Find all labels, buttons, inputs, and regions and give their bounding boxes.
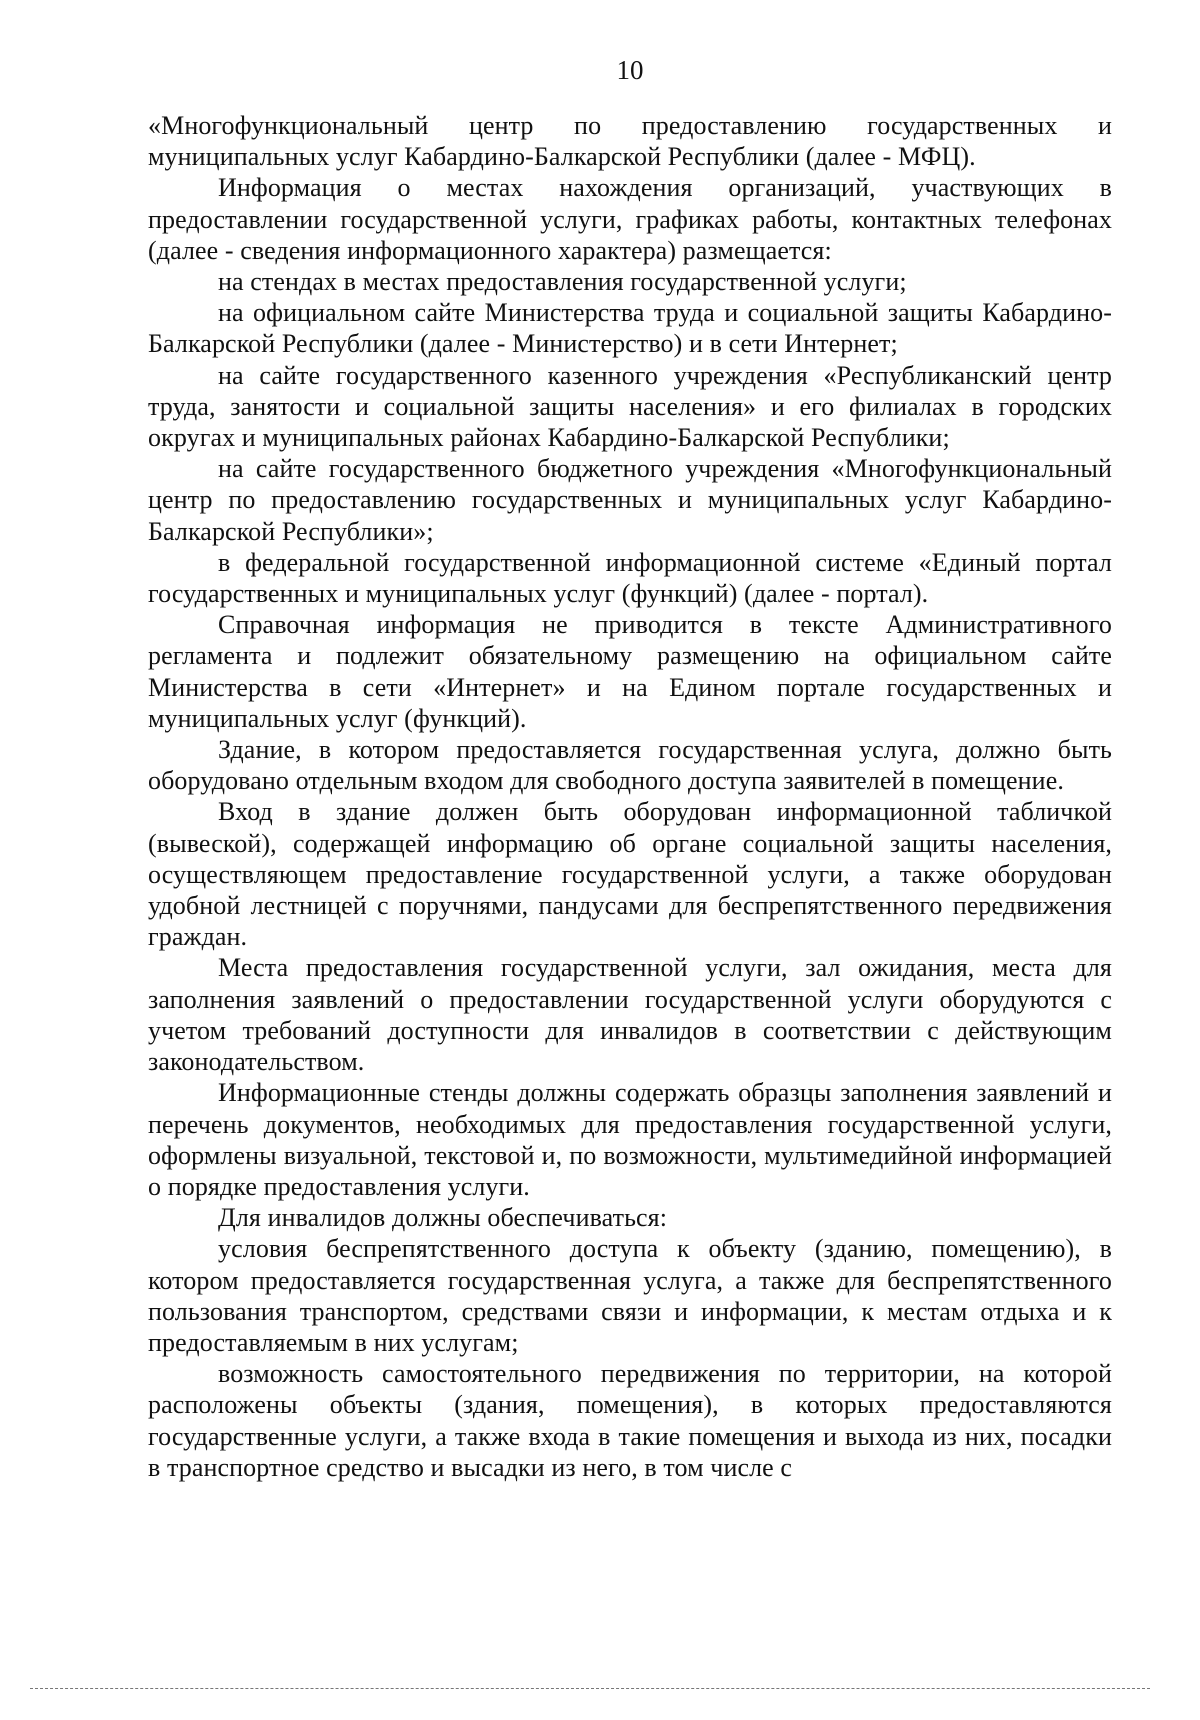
paragraph: Справочная информация не приводится в тексте Административного регламента и подлежит обязательному размещению на официальном сайте Министерства в сети «Интернет» и на Едином портале государственных и муниципальных услуг (функций). bbox=[148, 610, 1112, 733]
paragraph: Места предоставления государственной услуги, зал ожидания, места для заполнения заявлений о предоставлении государственной услуги оборудуются с учетом требований доступности для инвалидов в соответствии с действующим законодательством. bbox=[148, 953, 1112, 1077]
paragraph: Информация о местах нахождения организаций, участвующих в предоставлении государственной услуги, графиках работы, контактных телефонах (далее - сведения информационного характера) размещается: bbox=[148, 173, 1112, 265]
paragraph: в федеральной государственной информационной системе «Единый портал государственных и муниципальных услуг (функций) (далее - портал). bbox=[148, 547, 1112, 609]
paragraph: возможность самостоятельного передвижения по территории, на которой расположены объекты (здания, помещения), в которых предоставляются государственные услуги, а также входа в такие помещения и выхода из них, посадки в транспортное средство и высадки из него, в том числе с bbox=[148, 1359, 1112, 1482]
document-body bbox=[148, 110, 1112, 1483]
paragraph: условия беспрепятственного доступа к объекту (зданию, помещению), в котором предоставляется государственная услуга, а также для беспрепятственного пользования транспортом, средствами связи и информации, к местам отдыха и к предоставляемым в них услугам; bbox=[148, 1234, 1112, 1357]
paragraph: Здание, в котором предоставляется государственная услуга, должно быть оборудовано отдельным входом для свободного доступа заявителей в помещение. bbox=[148, 735, 1112, 796]
paragraph: Информационные стенды должны содержать образцы заполнения заявлений и перечень документов, необходимых для предоставления государственной услуги, оформлены визуальной, текстовой и, по возможности, мультимедийной информацией о порядке предоставления услуги. bbox=[148, 1078, 1112, 1201]
paragraph: на сайте государственного бюджетного учреждения «Многофункциональный центр по предоставлению государственных и муниципальных услуг Кабардино-Балкарской Республики»; bbox=[148, 454, 1112, 546]
page-number: 10 bbox=[616, 55, 644, 85]
paragraph: «Многофункциональный центр по предоставлению государственных и муниципальных услуг Кабардино-Балкарской Республики (далее - МФЦ). bbox=[148, 111, 1112, 172]
paragraph: на сайте государственного казенного учреждения «Республиканский центр труда, занятости и социальной защиты населения» и его филиалах в городских округах и муниципальных районах Кабардино-Балкарской Республики; bbox=[148, 360, 1112, 453]
paragraph: на стендах в местах предоставления государственной услуги; bbox=[218, 267, 907, 297]
paragraph: на официальном сайте Министерства труда и социальной защиты Кабардино-Балкарской Республики (далее - Министерство) и в сети Интернет; bbox=[148, 298, 1112, 359]
paragraph: Вход в здание должен быть оборудован информационной табличкой (вывеской), содержащей информацию об органе социальной защиты населения, осуществляющем предоставление государственной услуги, а также оборудован удобной лестницей с поручнями, пандусами для беспрепятственного передвижения граждан. bbox=[148, 797, 1112, 952]
paragraph: Для инвалидов должны обеспечиваться: bbox=[218, 1203, 668, 1233]
footer-divider bbox=[30, 1688, 1150, 1689]
